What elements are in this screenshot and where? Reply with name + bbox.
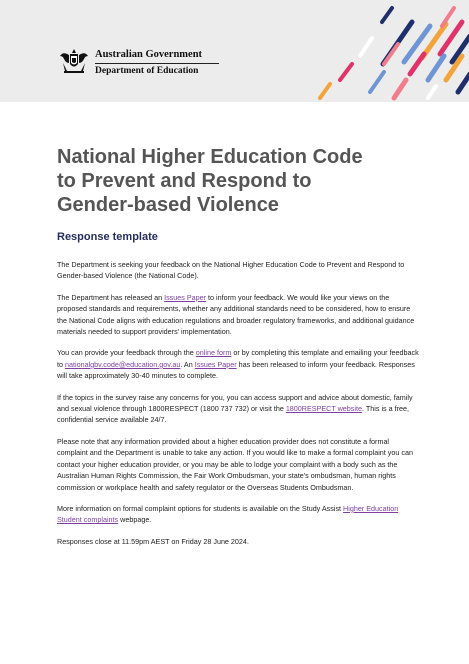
paragraph-closing-date: Responses close at 11.59pm AEST on Friday 28 June 2024. bbox=[57, 536, 249, 546]
paragraph-complaints: Please note that any information provided about a higher education provider does not constitute a formal complaint and the Department is unable to take any action. If you would like to make a formal complaint you can contact your higher education provider, or you may be able to lodge your complaint with a body such as the Australian Human Rights Commission, the Fair Work Ombudsman, your state's ombudsman, human rights commission or workplace health and safety regulator or the Overseas Students Ombudsman. bbox=[57, 436, 413, 492]
paragraph-issues-paper bbox=[57, 292, 419, 338]
decorative-stripe bbox=[370, 72, 384, 92]
text-run: to inform your feedback. We would like your views on the proposed standards and requirements, whether any additional standards need to be considered, how to ensure the National Code aligns with education regulations and broader regulatory frameworks, and additional guidance materials needed to support providers' implementation. bbox=[57, 292, 415, 337]
text-run: webpage. bbox=[118, 515, 152, 525]
decorative-stripe bbox=[382, 8, 392, 22]
text-run: The Department has released an bbox=[57, 292, 165, 302]
decorative-stripe bbox=[384, 44, 398, 64]
decorative-stripe bbox=[320, 84, 330, 98]
text-run: has been released to inform your feedback. Responses will take approximately 30-40 minutes to complete. bbox=[57, 359, 415, 381]
document-title bbox=[57, 145, 437, 217]
document-subtitle: Response template bbox=[57, 231, 158, 243]
issues-paper-link[interactable]: Issues Paper bbox=[164, 292, 207, 302]
title-line-3: Gender-based Violence bbox=[57, 194, 279, 216]
coat-of-arms-icon bbox=[57, 44, 91, 78]
text-run: . This is a free, confidential service available 24/7. bbox=[57, 404, 410, 425]
email-link[interactable]: nationalgbv.code@education.gov.au bbox=[65, 359, 181, 369]
decorative-stripe bbox=[340, 64, 352, 80]
decorative-stripe bbox=[394, 80, 406, 98]
title-line-1: National Higher Education Code bbox=[57, 146, 363, 168]
student-complaints-link[interactable]: Higher Education Student complaints bbox=[57, 503, 399, 525]
paragraph-intro: The Department is seeking your feedback on the National Higher Education Code to Prevent and Respond to Gender-based Violence (the National Code). bbox=[57, 260, 405, 281]
header-banner bbox=[0, 0, 469, 102]
text-run: More information on formal complaint options for students is available on the Study Assist bbox=[57, 503, 344, 513]
paragraph-support bbox=[57, 392, 419, 426]
text-run: You can provide your feedback through the bbox=[57, 348, 196, 358]
paragraph-more-info bbox=[57, 503, 419, 526]
text-run: . An bbox=[180, 359, 195, 369]
paragraph-feedback bbox=[57, 347, 419, 381]
text-run: If the topics in the survey raise any concerns for you, you can access support and advice about domestic, family and sexual violence through 1800RESPECT (1800 737 732) or visit the bbox=[57, 392, 413, 414]
government-logo bbox=[57, 44, 217, 84]
decorative-stripe bbox=[360, 38, 372, 56]
decorative-stripe bbox=[458, 74, 469, 92]
respect-website-link[interactable]: 1800RESPECT website bbox=[285, 404, 362, 414]
title-line-2: to Prevent and Respond to bbox=[57, 170, 312, 192]
logo-divider bbox=[95, 63, 219, 64]
body-text bbox=[57, 259, 419, 557]
decorative-stripe bbox=[428, 56, 444, 80]
department-name: Department of Education bbox=[95, 66, 199, 76]
government-name: Australian Government bbox=[95, 49, 203, 60]
text-run: or by completing this template and emailing your feedback to bbox=[57, 348, 419, 369]
decorative-stripe bbox=[410, 54, 424, 74]
online-form-link[interactable]: online form bbox=[195, 348, 232, 358]
issues-paper-link-2[interactable]: Issues Paper bbox=[194, 359, 237, 369]
decorative-stripe bbox=[428, 86, 436, 98]
